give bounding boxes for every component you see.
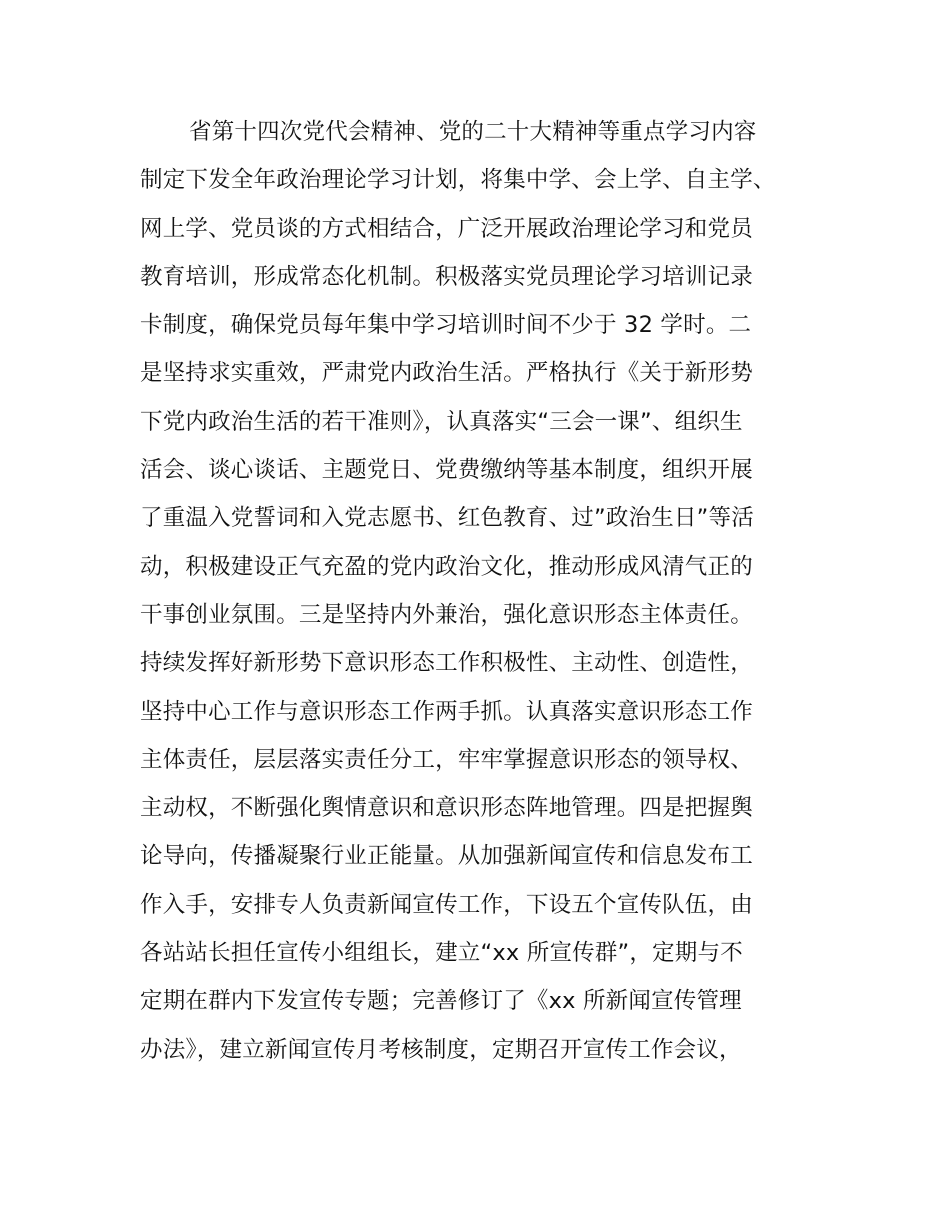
text-line: 主动权，不断强化舆情意识和意识形态阵地管理。四是把握舆	[140, 795, 753, 822]
text-line: 动，积极建设正气充盈的党内政治文化，推动形成风清气正的	[140, 553, 753, 580]
text-line: 各站站长担任宣传小组组长，建立“xx 所宣传群”，定期与不	[140, 940, 743, 967]
text-line: 下党内政治生活的若干准则》，认真落实“三会一课”、组织生	[140, 408, 743, 435]
text-line: 干事创业氛围。三是坚持内外兼治，强化意识形态主体责任。	[140, 601, 753, 628]
text-line: 是坚持求实重效，严肃党内政治生活。严格执行《关于新形势	[140, 360, 753, 387]
text-line: 办法》，建立新闻宣传月考核制度，定期召开宣传工作会议，	[140, 1036, 742, 1063]
text-line: 制定下发全年政治理论学习计划，将集中学、会上学、自主学、	[140, 167, 776, 194]
text-line: 活会、谈心谈话、主题党日、党费缴纳等基本制度，组织开展	[140, 457, 753, 484]
body-paragraph	[140, 108, 820, 1074]
text-line: 论导向，传播凝聚行业正能量。从加强新闻宣传和信息发布工	[140, 843, 753, 870]
text-line: 主体责任，层层落实责任分工，牢牢掌握意识形态的领导权、	[140, 746, 753, 773]
text-line: 网上学、党员谈的方式相结合，广泛开展政治理论学习和党员	[140, 215, 753, 242]
text-line: 持续发挥好新形势下意识形态工作积极性、主动性、创造性，	[140, 650, 753, 677]
text-line: 了重温入党誓词和入党志愿书、红色教育、过”政治生日”等活	[140, 505, 754, 532]
text-line: 卡制度，确保党员每年集中学习培训时间不少于 32 学时。二	[140, 312, 752, 339]
text-line: 定期在群内下发宣传专题；完善修订了《xx 所新闻宣传管理	[140, 988, 742, 1015]
text-line: 省第十四次党代会精神、党的二十大精神等重点学习内容	[189, 119, 757, 145]
text-line: 坚持中心工作与意识形态工作两手抓。认真落实意识形态工作	[140, 698, 753, 725]
text-line: 作入手，安排专人负责新闻宣传工作，下设五个宣传队伍，由	[140, 891, 753, 918]
text-line: 教育培训，形成常态化机制。积极落实党员理论学习培训记录	[140, 263, 753, 290]
